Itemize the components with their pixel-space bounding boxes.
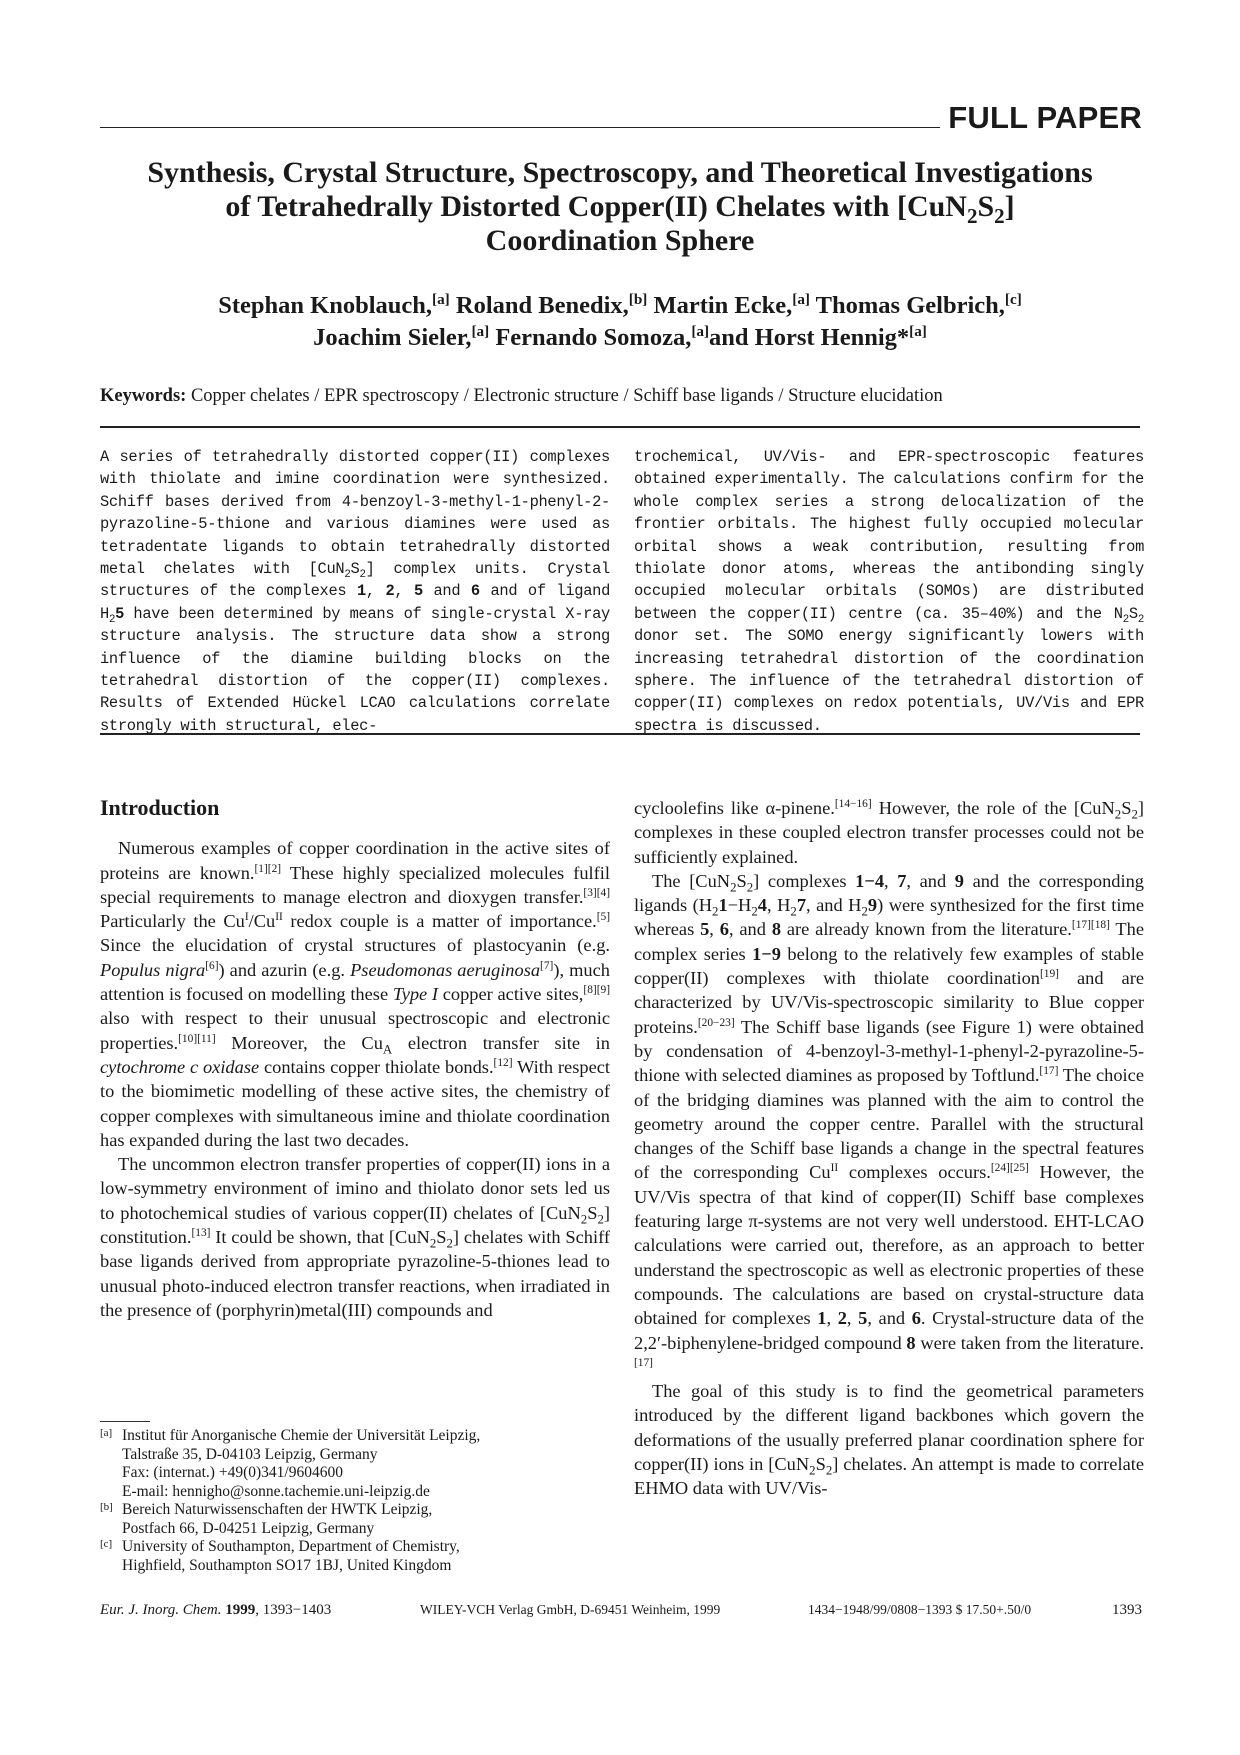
issn-line: 1434−1948/99/0808−1393 $ 17.50+.50/0 bbox=[808, 1602, 1032, 1617]
footnote-text: Institut für Anorganische Chemie der Universität Leipzig, Talstraße 35, D-04103 Leipzig, Germany Fax: (internat.) +49(0)341/9604600 E-mail: hennigho@sonne.tachemie.uni-leipzig.de bbox=[122, 1427, 481, 1500]
body-paragraph: The uncommon electron transfer properties of copper(II) ions in a low-symmetry environment of imino and thiolato donor sets led us to photochemical studies of various copper(II) chelates of $[CuN_2S_2]$ constitution.[13] It could be shown, that $[CuN_2S_2]$ chelates with Schiff base ligands derived from appropriate pyrazoline-5-thiones lead to unusual photo-induced electron transfer reactions, when irradiated in the presence of (porphyrin)metal(III) compounds and bbox=[100, 1154, 610, 1320]
footnote-c bbox=[100, 1538, 620, 1575]
section-label: FULL PAPER bbox=[948, 100, 1142, 135]
body-paragraph: Numerous examples of copper coordination in the active sites of proteins are known.[1][2] These highly specialized molecules fulfil special requirements to manage electron and dioxygen transfer.[3][4] Particularly the $Cu^I/Cu^{II}$ redox couple is a matter of importance.[5] Since the elucidation of crystal structures of plastocyanin (e.g. Populus nigra[6]) and azurin (e.g. Pseudomonas aeruginosa[7]), much attention is focused on modelling these Type I copper active sites,[8][9] also with respect to their unusual spectroscopic and electronic properties.[10][11] Moreover, the $Cu_A$ electron transfer site in cytochrome c oxidase contains copper thiolate bonds.[12] With respect to the biomimetic modelling of these active sites, the chemistry of copper complexes with simultaneous imine and thiolate coordination has expanded during the last two decades. bbox=[100, 838, 611, 1150]
body-paragraph: cycloolefins like α-pinene.[14−16] However, the role of the $[CuN_2S_2]$ complexes in these coupled electron transfer processes could not be sufficiently explained. bbox=[634, 797, 1144, 867]
page-number: 1393 bbox=[1112, 1602, 1142, 1618]
affiliation-footnotes bbox=[100, 1427, 620, 1575]
publisher-line: WILEY-VCH Verlag GmbH, D-69451 Weinheim, 1999 bbox=[420, 1602, 721, 1617]
footnote-a bbox=[100, 1427, 620, 1501]
keywords-text: Copper chelates / EPR spectroscopy / Electronic structure / Schiff base ligands / Structure elucidation bbox=[186, 386, 943, 406]
keywords-label: Keywords: bbox=[100, 386, 187, 406]
abstract-right-column: trochemical, UV/Vis- and EPR-spectroscopic features obtained experimentally. The calculations confirm for the whole complex series a strong delocalization of the frontier orbitals. The highest fully occupied molecular orbital shows a weak contribution, resulting from thiolate donor atoms, whereas the antibonding singly occupied molecular orbitals (SOMOs) are distributed between the copper(II) centre (ca. 35–40%) and the $N_2S_2$ donor set. The SOMO energy significantly lowers with increasing tetrahedral distortion of the coordination sphere. The influence of the tetrahedral distortion of copper(II) complexes on redox potentials, UV/Vis and EPR spectra is discussed. bbox=[634, 448, 1144, 735]
abstract-top-rule bbox=[100, 426, 1140, 428]
footnote-text: Bereich Naturwissenschaften der HWTK Leipzig, Postfach 66, D-04251 Leipzig, Germany bbox=[122, 1501, 433, 1537]
body-paragraph: The $[CuN_2S_2]$ complexes 1−4, 7, and 9 and the corresponding ligands ($H_21-H_24$, $H_27$, and $H_29$) were synthesized for the first time whereas 5, 6, and 8 are already known from the literature.[17][18] The complex series 1−9 belong to the relatively few examples of stable copper(II) complexes with thiolate coordination[19] and are characterized by UV/Vis-spectroscopic similarity to Blue copper proteins.[20−23] The Schiff base ligands (see Figure 1) were obtained by condensation of 4-benzoyl-3-methyl-1-phenyl-2-pyrazoline-5-thione with selected diamines as proposed by Toftlund.[17] The choice of the bridging diamines was planned with the aim to control the geometry around the copper centre. Parallel with the structural changes of the Schiff base ligands a change in the spectral features of the corresponding $Cu^{II}$ complexes occurs.[24][25] However, the UV/Vis spectra of that kind of copper(II) Schiff base complexes featuring large π-systems are not very well understood. EHT-LCAO calculations were carried out, therefore, as an approach to better understand the spectroscopic as well as electronic properties of these compounds. The calculations are based on crystal-structure data obtained for complexes 1, 2, 5, and 6. Crystal-structure data of the 2,2′-biphenylene-bridged compound 8 were taken from the literature.[17] bbox=[634, 870, 1145, 1369]
body-left-column bbox=[100, 796, 610, 1322]
footnote-mark: [a] bbox=[100, 1427, 113, 1439]
abstract-bottom-rule bbox=[100, 733, 1140, 735]
footnote-mark: [b] bbox=[100, 1501, 113, 1513]
body-paragraph: The goal of this study is to find the geometrical parameters introduced by the different ligand backbones which govern the deformations of the usually preferred planar coordination sphere for copper(II) ions in $[CuN_2S_2]$ chelates. An attempt is made to correlate EHMO data with UV/Vis- bbox=[634, 1381, 1144, 1499]
journal-citation: Eur. J. Inorg. Chem. 1999, 1393−1403 bbox=[100, 1602, 332, 1618]
footnote-b bbox=[100, 1501, 620, 1538]
paper-title: Synthesis, Crystal Structure, Spectroscopy, and Theoretical Investigations of Tetrahedrally Distorted Copper(II) Chelates with $[CuN_2S_2]$ Coordination Sphere bbox=[147, 156, 1093, 257]
footnote-mark: [c] bbox=[100, 1538, 113, 1550]
body-right-column bbox=[634, 796, 1144, 1501]
introduction-heading: Introduction bbox=[100, 795, 220, 820]
footnote-text: University of Southampton, Department of Chemistry, Highfield, Southampton SO17 1BJ, United Kingdom bbox=[122, 1538, 460, 1574]
keywords-line bbox=[100, 386, 1140, 407]
header-rule bbox=[100, 127, 940, 128]
author-list: Stephan Knoblauch,[a] Roland Benedix,[b] Martin Ecke,[a] Thomas Gelbrich,[c] Joachim Sieler,[a] Fernando Somoza,[a]and Horst Hennig*[a] bbox=[218, 290, 1022, 351]
abstract-left-column: A series of tetrahedrally distorted copper(II) complexes with thiolate and imine coordination were synthesized. Schiff bases derived from 4-benzoyl-3-methyl-1-phenyl-2-pyrazoline-5-thione and various diamines were used as tetradentate ligands to obtain tetrahedrally distorted metal chelates with $[CuN_2S_2]$ complex units. Crystal structures of the complexes 1, 2, 5 and 6 and of ligand $H_25$ have been determined by means of single-crystal X-ray structure analysis. The structure data show a strong influence of the diamine building blocks on the tetrahedral distortion of the copper(II) complexes. Results of Extended Hückel LCAO calculations correlate strongly with structural, elec- bbox=[100, 448, 611, 735]
footnote-rule bbox=[100, 1421, 150, 1422]
